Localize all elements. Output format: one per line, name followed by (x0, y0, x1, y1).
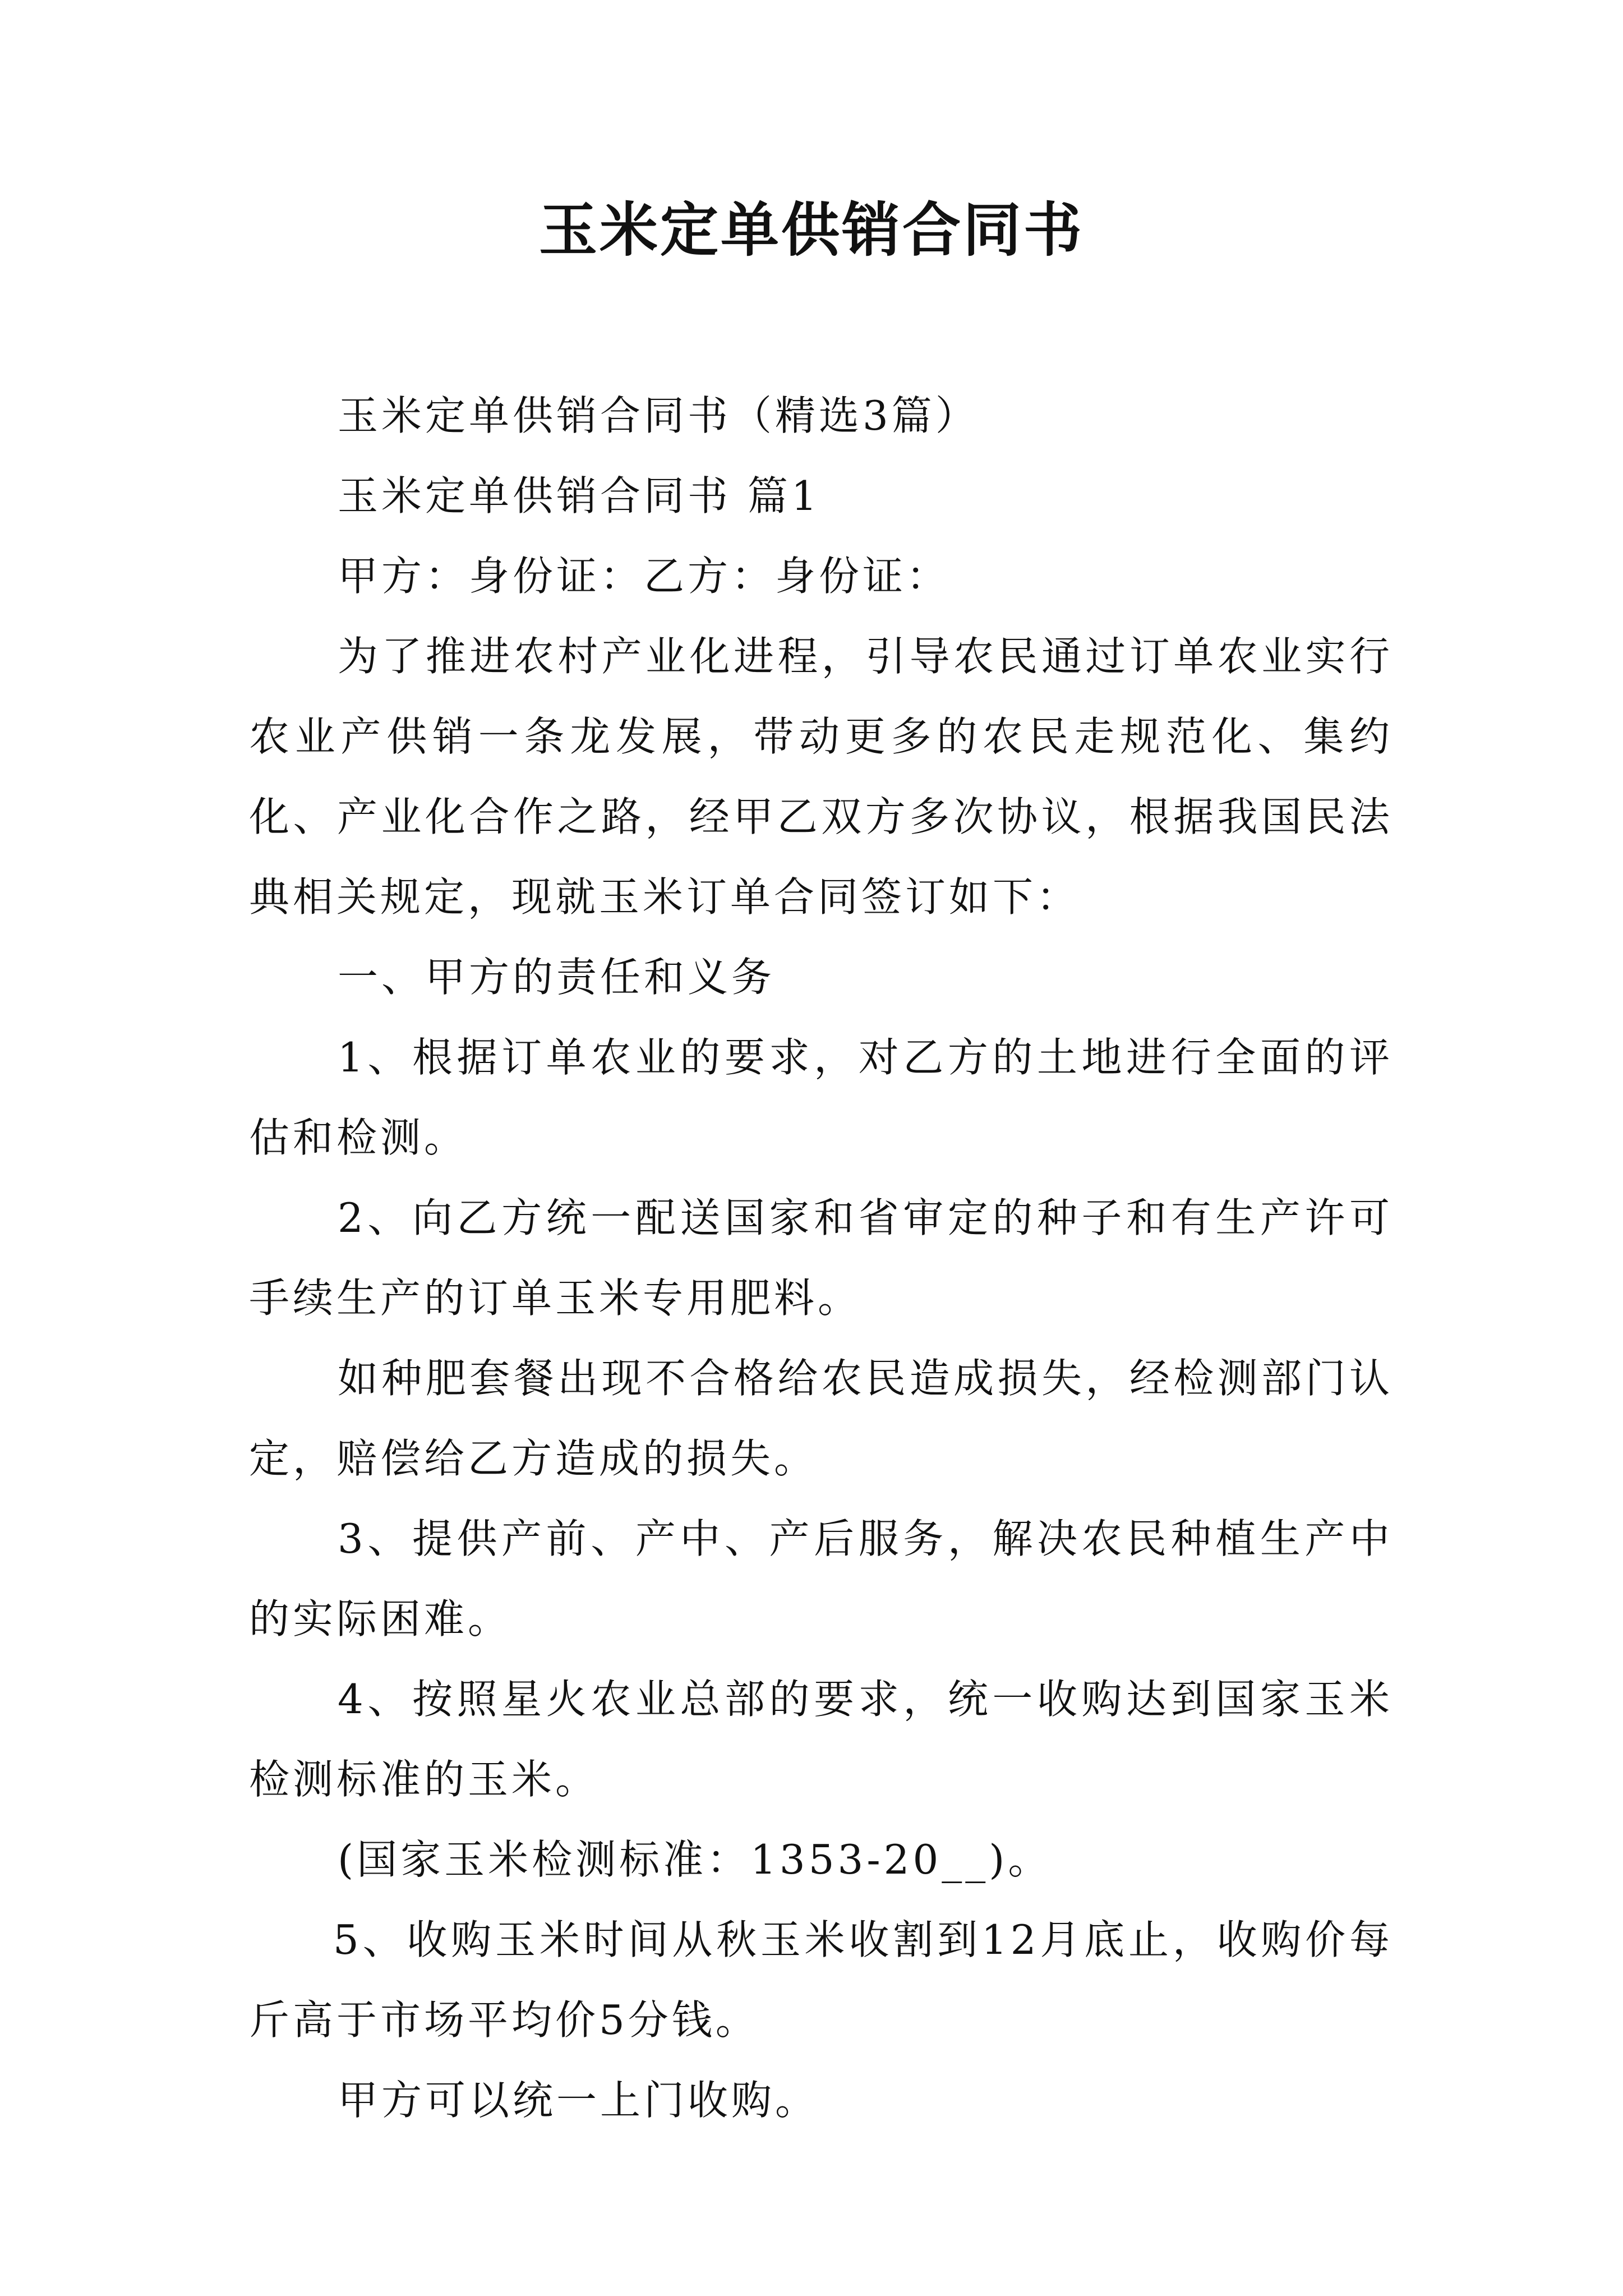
paragraph-parties: 甲方：身份证：乙方：身份证： (338, 553, 951, 600)
paragraph-section-heading: 玉米定单供销合同书 篇1 (338, 472, 820, 519)
paragraph-clause-2: 2、向乙方统一配送国家和省审定的种子和有生产许可手续生产的订单玉米专用肥料。 (249, 1194, 1393, 1322)
paragraph-compensation: 如种肥套餐出现不合格给农民造成损失，经检测部门认定，赔偿给乙方造成的损失。 (249, 1355, 1393, 1482)
document-title: 玉米定单供销合同书 (538, 195, 1084, 264)
paragraph-clause-4: 4、按照星火农业总部的要求，统一收购达到国家玉米检测标准的玉米。 (249, 1676, 1393, 1803)
paragraph-door-to-door: 甲方可以统一上门收购。 (338, 2077, 819, 2124)
paragraph-preamble: 为了推进农村产业化进程，引导农民通过订单农业实行农业产供销一条龙发展，带动更多的农民走规范化、集约化、产业化合作之路，经甲乙双方多次协议，根据我国民法典相关规定，现就玉米订单合同签订如下： (249, 633, 1393, 921)
paragraph-clause-3: 3、提供产前、产中、产后服务，解决农民种植生产中的实际困难。 (249, 1515, 1393, 1642)
paragraph-standard-note: (国家玉米检测标准：1353-20__)。 (338, 1836, 1052, 1883)
paragraph-clause-5: 5、收购玉米时间从秋玉米收割到12月底止，收购价每斤高于市场平均价5分钱。 (249, 1916, 1393, 2044)
document-body (249, 376, 1393, 2141)
paragraph-clause-1: 1、根据订单农业的要求，对乙方的土地进行全面的评估和检测。 (249, 1034, 1393, 1161)
paragraph-subtitle: 玉米定单供销合同书（精选3篇） (338, 392, 979, 439)
paragraph-party-a-duties-heading: 一、甲方的责任和义务 (338, 954, 776, 1001)
